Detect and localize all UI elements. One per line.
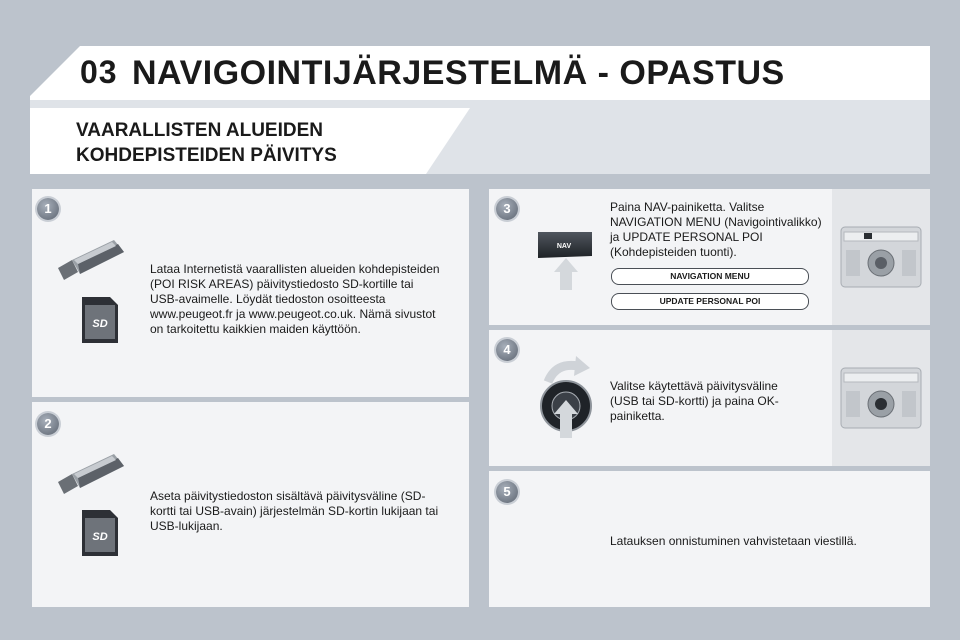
text-line: www.peugeot.fr ja www.peugeot.co.uk. Nämä sivustot — [150, 307, 436, 321]
step-3-text — [610, 200, 830, 260]
sd-card-icon — [82, 297, 118, 343]
section-title — [76, 118, 337, 168]
sd-card-icon — [82, 510, 118, 556]
step-5-text — [610, 534, 910, 549]
text-line: Aseta päivitystiedoston sisältävä päivitysväline (SD- — [150, 489, 426, 503]
nav-key-label: NAV — [556, 243, 572, 250]
step-4-text — [610, 379, 830, 424]
sd-label: SD — [92, 318, 108, 330]
text-line: (Kohdepisteiden tuonti). — [610, 245, 737, 259]
step-2-text — [150, 489, 465, 534]
usb-stick-icon — [54, 452, 130, 494]
section-title-line1: VAARALLISTEN ALUEIDEN — [76, 120, 323, 141]
update-personal-poi-item[interactable]: UPDATE PERSONAL POI — [611, 293, 809, 310]
step-3-badge: 3 — [496, 198, 518, 220]
text-line: on tarkoitettu kaikkien maiden käyttöön. — [150, 322, 361, 336]
text-line: painiketta. — [610, 409, 665, 423]
usb-stick-icon — [54, 238, 130, 280]
text-line: kortti tai USB-avain) järjestelmän SD-kortin lukijaan tai — [150, 504, 439, 518]
text-line: USB-avaimelle. Löydät tiedoston osoitteesta — [150, 292, 386, 306]
text-line: ja UPDATE PERSONAL POI — [610, 230, 763, 244]
text-line: USB-lukijaan. — [150, 519, 223, 533]
navigation-menu-item[interactable]: NAVIGATION MENU — [611, 268, 809, 285]
step-1-badge: 1 — [37, 198, 59, 220]
chapter-number: 03 — [80, 54, 118, 90]
text-line: Latauksen onnistuminen vahvistetaan viestillä. — [610, 534, 857, 548]
text-line: Lataa Internetistä vaarallisten alueiden kohdepisteiden — [150, 262, 440, 276]
rotary-knob-icon — [532, 356, 604, 440]
nav-button-icon — [534, 228, 596, 292]
text-line: Paina NAV-painiketta. Valitse — [610, 200, 765, 214]
section-title-line2: KOHDEPISTEIDEN PÄIVITYS — [76, 145, 337, 166]
text-line: (POI RISK AREAS) päivitystiedosto SD-kortille tai — [150, 277, 414, 291]
sd-label: SD — [92, 531, 108, 543]
corner-fold — [30, 46, 80, 96]
radio-unit-icon — [840, 367, 922, 429]
step-4-badge: 4 — [496, 339, 518, 361]
radio-unit-icon — [840, 226, 922, 288]
step-5-badge: 5 — [496, 481, 518, 503]
step-1-text — [150, 262, 465, 337]
text-line: NAVIGATION MENU (Navigointivalikko) — [610, 215, 822, 229]
step-2-badge: 2 — [37, 413, 59, 435]
text-line: Valitse käytettävä päivitysväline — [610, 379, 778, 393]
page-title: NAVIGOINTIJÄRJESTELMÄ - OPASTUS — [132, 54, 785, 92]
text-line: (USB tai SD-kortti) ja paina OK- — [610, 394, 779, 408]
